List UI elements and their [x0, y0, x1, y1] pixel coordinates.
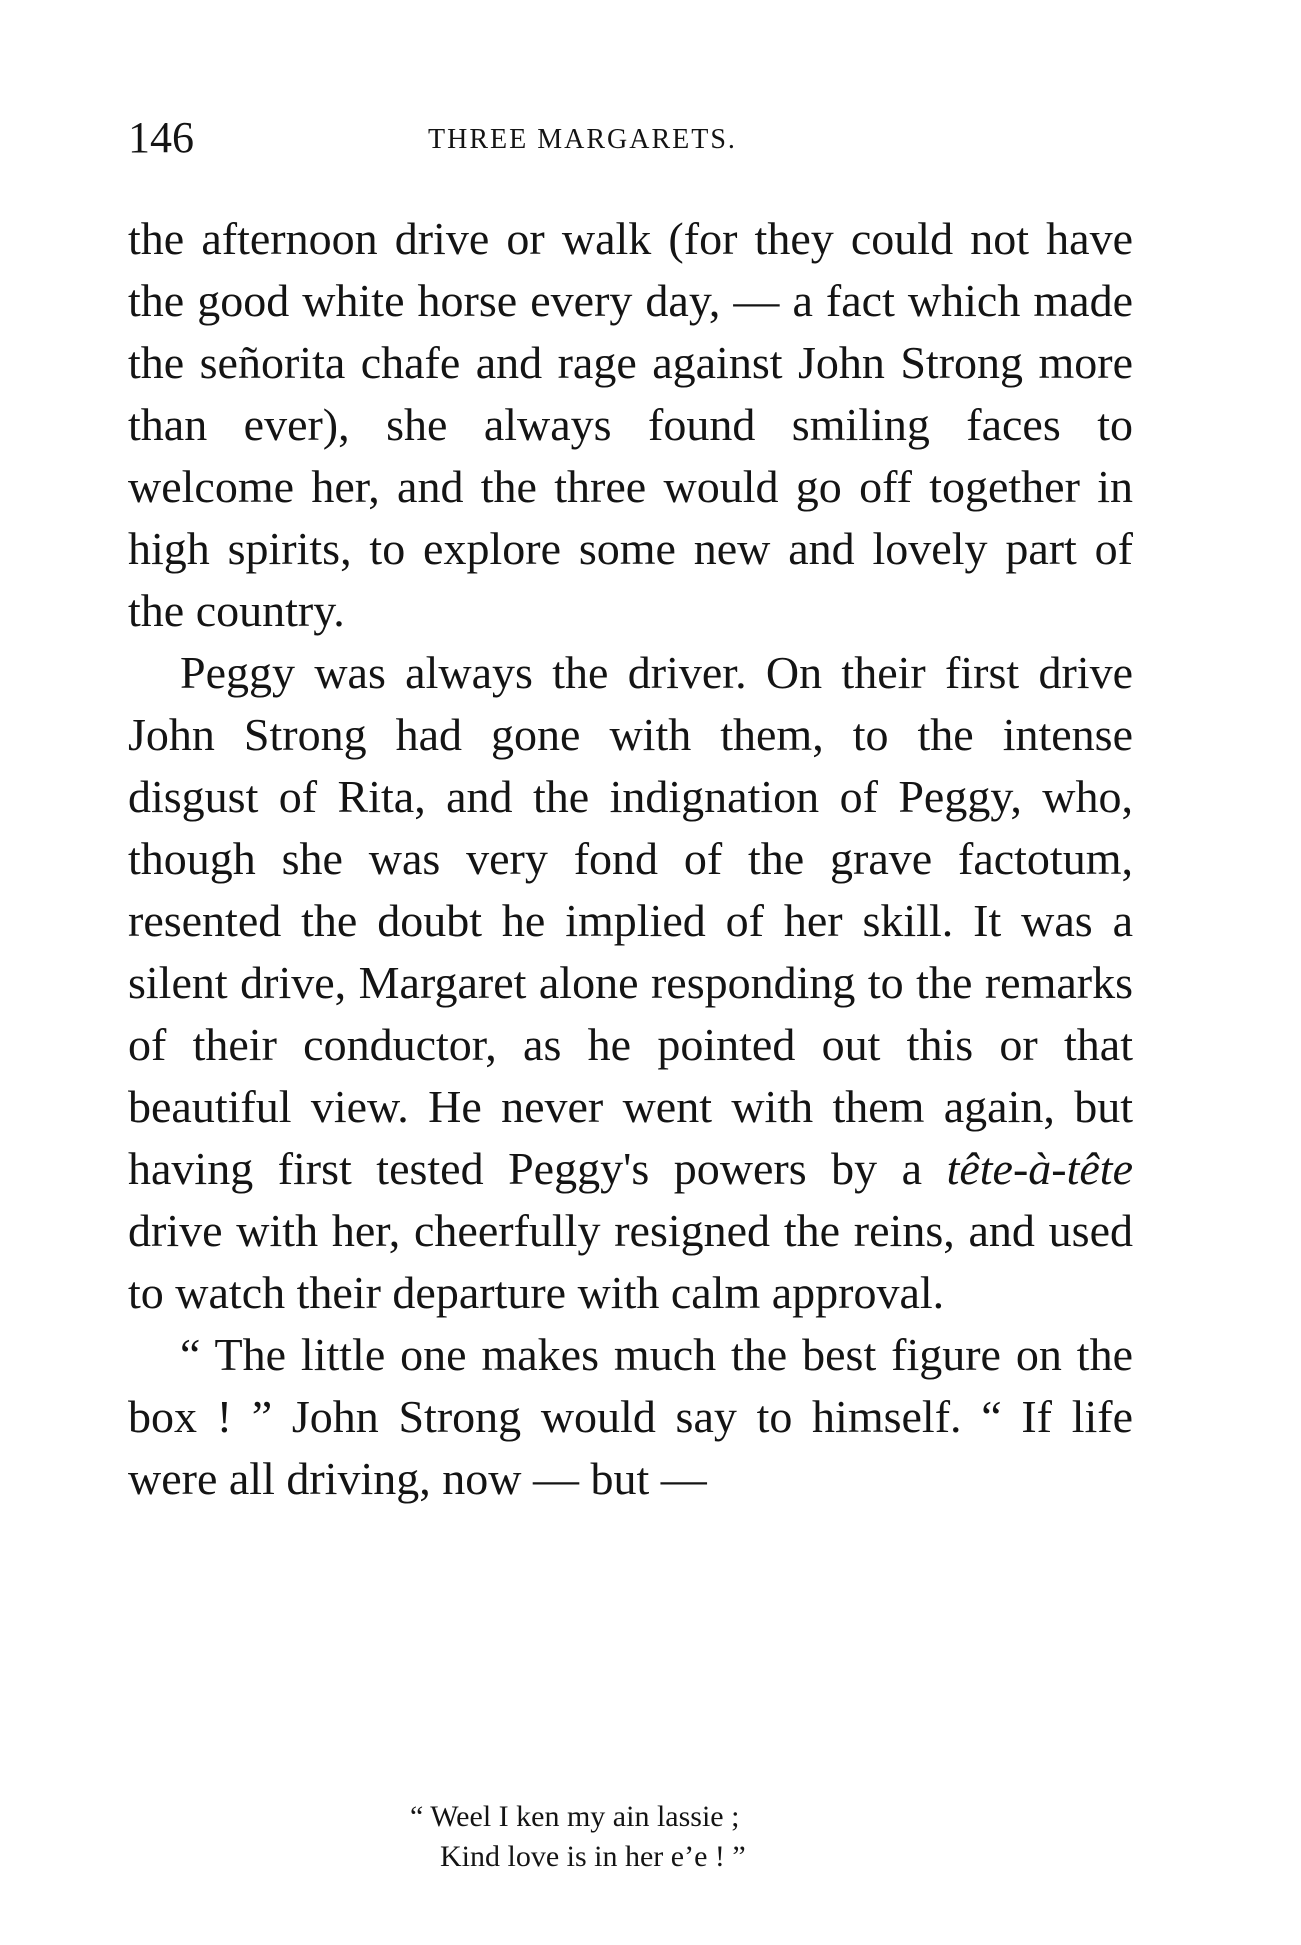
paragraph-2-text-start: Peggy was always the driver. On their first drive John Strong had gone with them, to the intense disgust of Rita, and the indignation of Peggy, who, though she was very fond of the grave factotum, resented the doubt he implied of her skill. It was a silent drive, Margaret alone responding to the remarks of their conductor, as he pointed out this or that beautiful view. He never went with them again, but having first tested Peggy's powers by a: [128, 647, 1133, 1194]
paragraph-3: “ The little one makes much the best figure on the box ! ” John Strong would say to himself. “ If life were all driving, now — but —: [128, 1329, 1133, 1504]
italic-phrase: tête-à-tête: [946, 1143, 1133, 1194]
page-header: [128, 108, 1133, 168]
page-number: 146: [128, 113, 194, 162]
paragraph-2-text-end: drive with her, cheerfully resigned the reins, and used to watch their departure with calm approval.: [128, 1205, 1133, 1318]
body-text: [128, 208, 1133, 1510]
paragraph-1: the afternoon drive or walk (for they could not have the good white horse every day, — a fact which made the señorita chafe and rage against John Strong more than ever), she always found smiling faces to welcome her, and the three would go off together in high spirits, to explore some new and lovely part of the country.: [128, 213, 1133, 636]
verse-line-1: “ Weel I ken my ain lassie ;: [410, 1800, 740, 1833]
running-head: THREE MARGARETS.: [428, 124, 737, 155]
paragraph-2: [128, 642, 1133, 1324]
verse-line-2: Kind love is in her e’e ! ”: [440, 1840, 746, 1873]
verse-quote: [410, 1797, 1010, 1877]
